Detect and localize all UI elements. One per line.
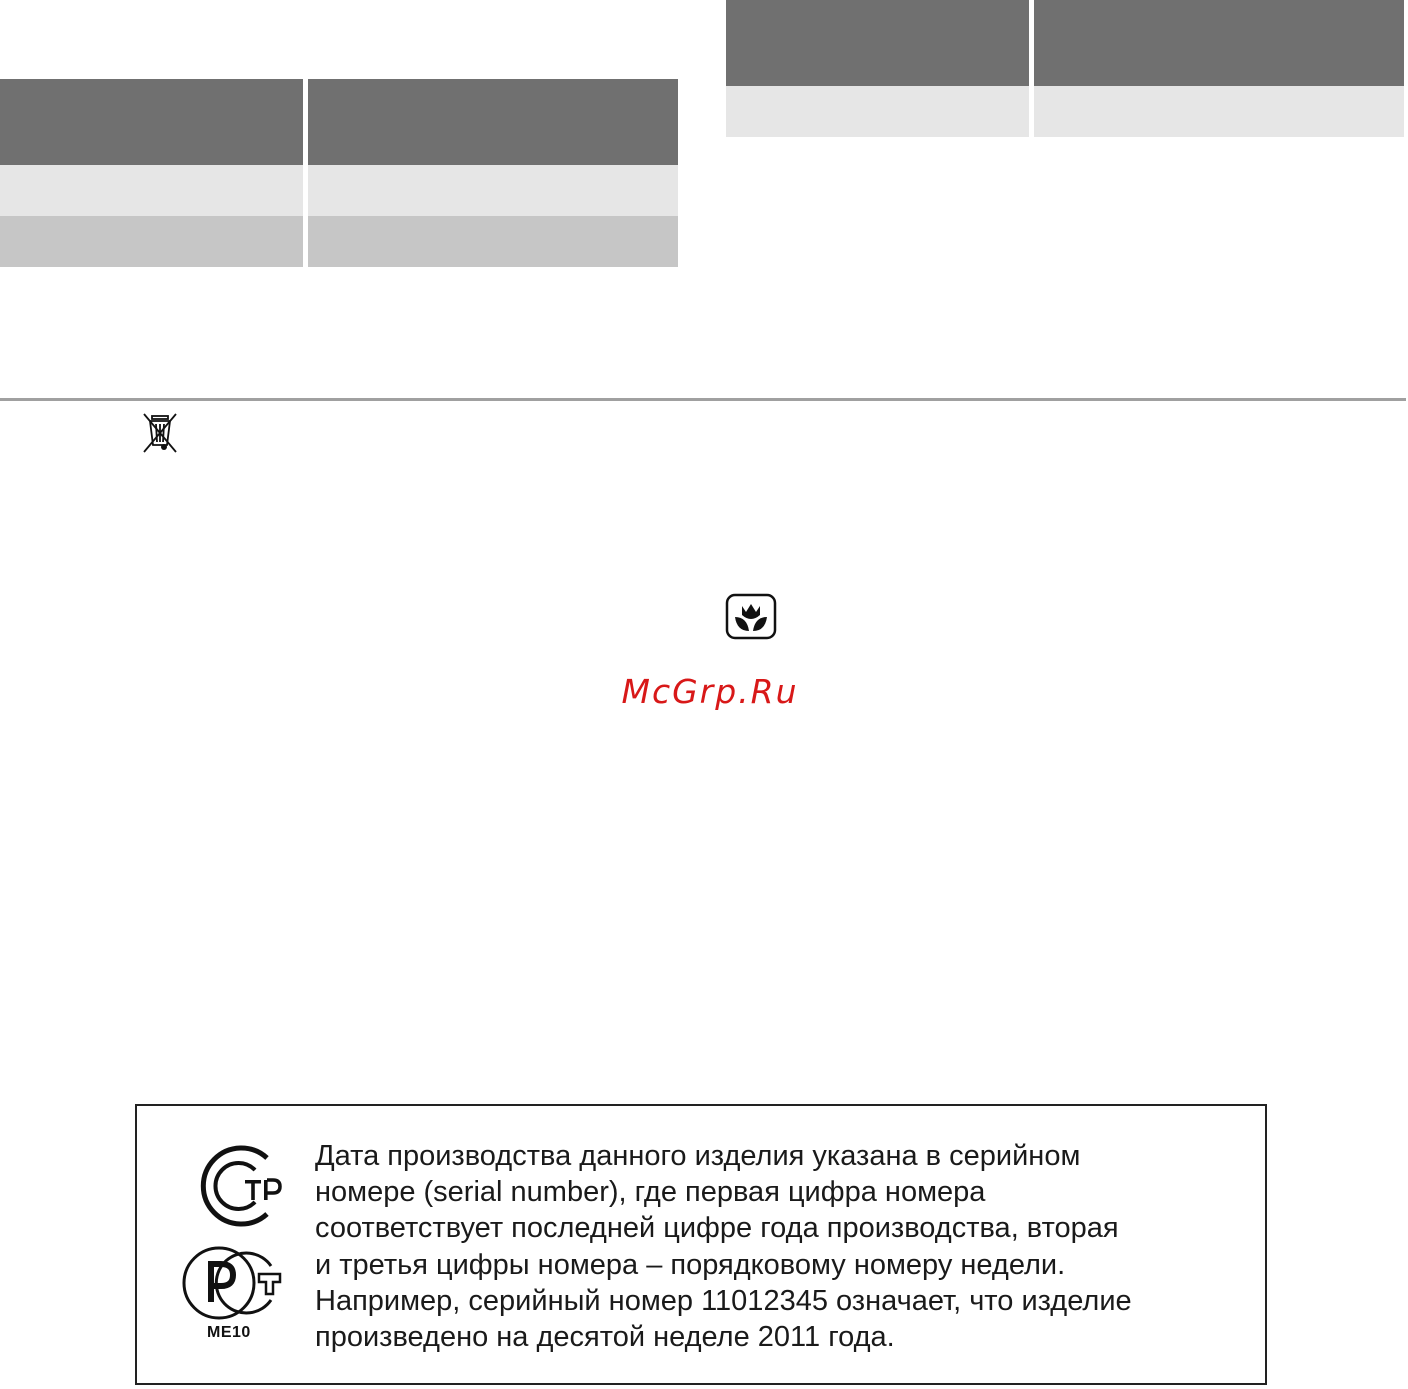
watermark: McGrp.Ru [621,672,799,711]
production-date-notice [135,1104,1267,1385]
notice-line: соответствует последней цифре года производства, вторая [315,1212,1119,1245]
rst-certification-mark [181,1244,285,1322]
notice-line: произведено на десятой неделе 2011 года. [315,1321,895,1354]
left-table-row1-col1 [0,165,303,216]
notice-line: номере (serial number), где первая цифра номера [315,1176,986,1209]
notice-line: и третья цифры номера – порядковому номеру недели. [315,1248,1066,1281]
ctr-certification-mark [181,1144,285,1228]
notice-line: Например, серийный номер 11012345 означает, что изделие [315,1284,1132,1317]
right-table-header-col2 [1034,0,1404,86]
section-divider [0,398,1406,401]
notice-line: Дата производства данного изделия указана в серийном [315,1140,1081,1172]
left-table-row1-col2 [308,165,678,216]
left-table-row2-col1 [0,216,303,267]
crossed-out-bin-icon [140,410,180,454]
left-table-row2-col2 [308,216,678,267]
left-table-header-col1 [0,79,303,165]
flower-eco-icon [725,593,777,640]
left-table-header-col2 [308,79,678,165]
notice-text [315,1138,1255,1355]
certification-code: ME10 [207,1324,251,1341]
right-table-row1-col2 [1034,86,1404,137]
right-table-row1-col1 [726,86,1029,137]
right-table-header-col1 [726,0,1029,86]
